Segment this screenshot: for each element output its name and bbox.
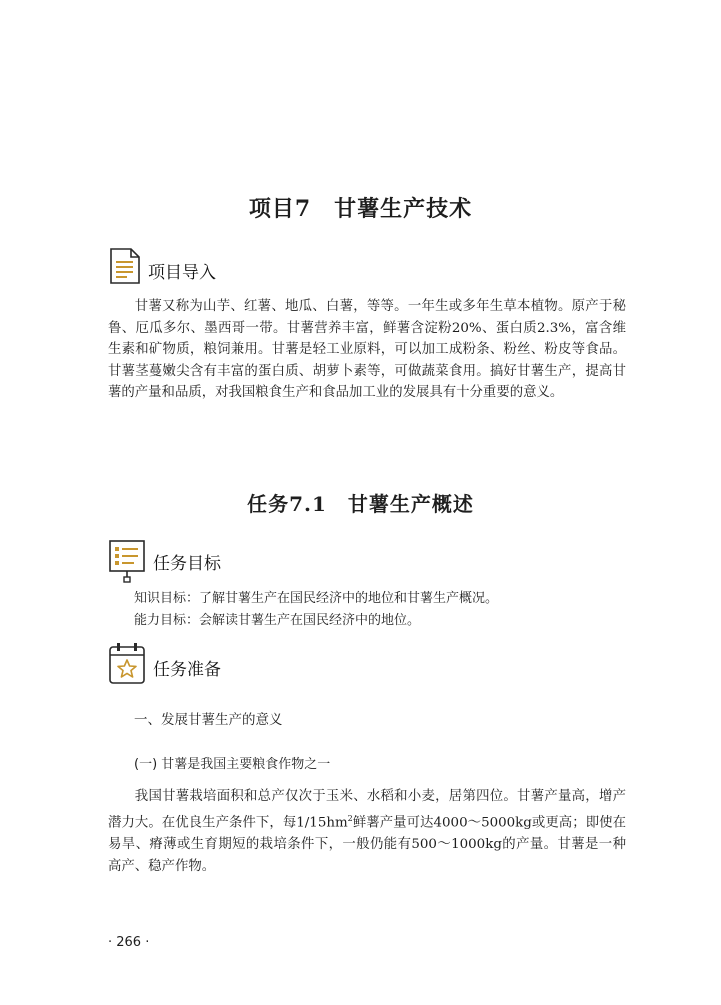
- paragraph-text-end: 鲜薯产量可达4000～5000kg或更高；即使在易旱、瘠薄或生育期短的栽培条件下，一般仍能有500～1000kg的产量。甘薯是一种高产、稳产作物。: [108, 815, 626, 875]
- paragraph-text-start: 我国甘薯栽培面积和总产仅次于玉米、水稻和小麦，居第四位。甘薯产量高，增产潜力大。在优良生产条件下，每1/15hm: [108, 789, 626, 831]
- section-heading: 一、发展甘薯生产的意义: [134, 712, 283, 728]
- intro-paragraph: 甘薯又称为山芋、红薯、地瓜、白薯，等等。一年生或多年生草本植物。原产于秘鲁、厄瓜多尔、墨西哥一带。甘薯营养丰富，鲜薯含淀粉20%、蛋白质2.3%，富含维生素和矿物质，粮饲兼用。甘薯是轻工业原料，可以加工成粉条、粉丝、粉皮等食品。甘薯茎蔓嫩尖含有丰富的蛋白质、胡萝卜素等，可做蔬菜食用。搞好甘薯生产，提高甘薯的产量和品质，对我国粮食生产和食品加工业的发展具有十分重要的意义。: [108, 299, 626, 400]
- presentation-board-icon: [107, 538, 149, 584]
- page-number: · 266 ·: [108, 935, 150, 950]
- objectives-heading: 任务目标: [153, 554, 221, 574]
- project-title: 项目7 甘薯生产技术: [248, 196, 473, 222]
- superscript: 2: [347, 814, 353, 823]
- subsection-heading: (一) 甘薯是我国主要粮食作物之一: [134, 757, 331, 772]
- ability-objective: 能力目标：会解读甘薯生产在国民经济中的地位。: [134, 613, 421, 628]
- body-paragraph: [108, 786, 626, 878]
- preparation-heading: 任务准备: [153, 660, 221, 680]
- intro-heading: 项目导入: [148, 263, 216, 283]
- knowledge-objective: 知识目标：了解甘薯生产在国民经济中的地位和甘薯生产概况。: [134, 591, 499, 606]
- calendar-star-icon: [107, 640, 149, 686]
- task-title: 任务7.1 甘薯生产概述: [247, 492, 474, 516]
- document-icon: [107, 246, 143, 286]
